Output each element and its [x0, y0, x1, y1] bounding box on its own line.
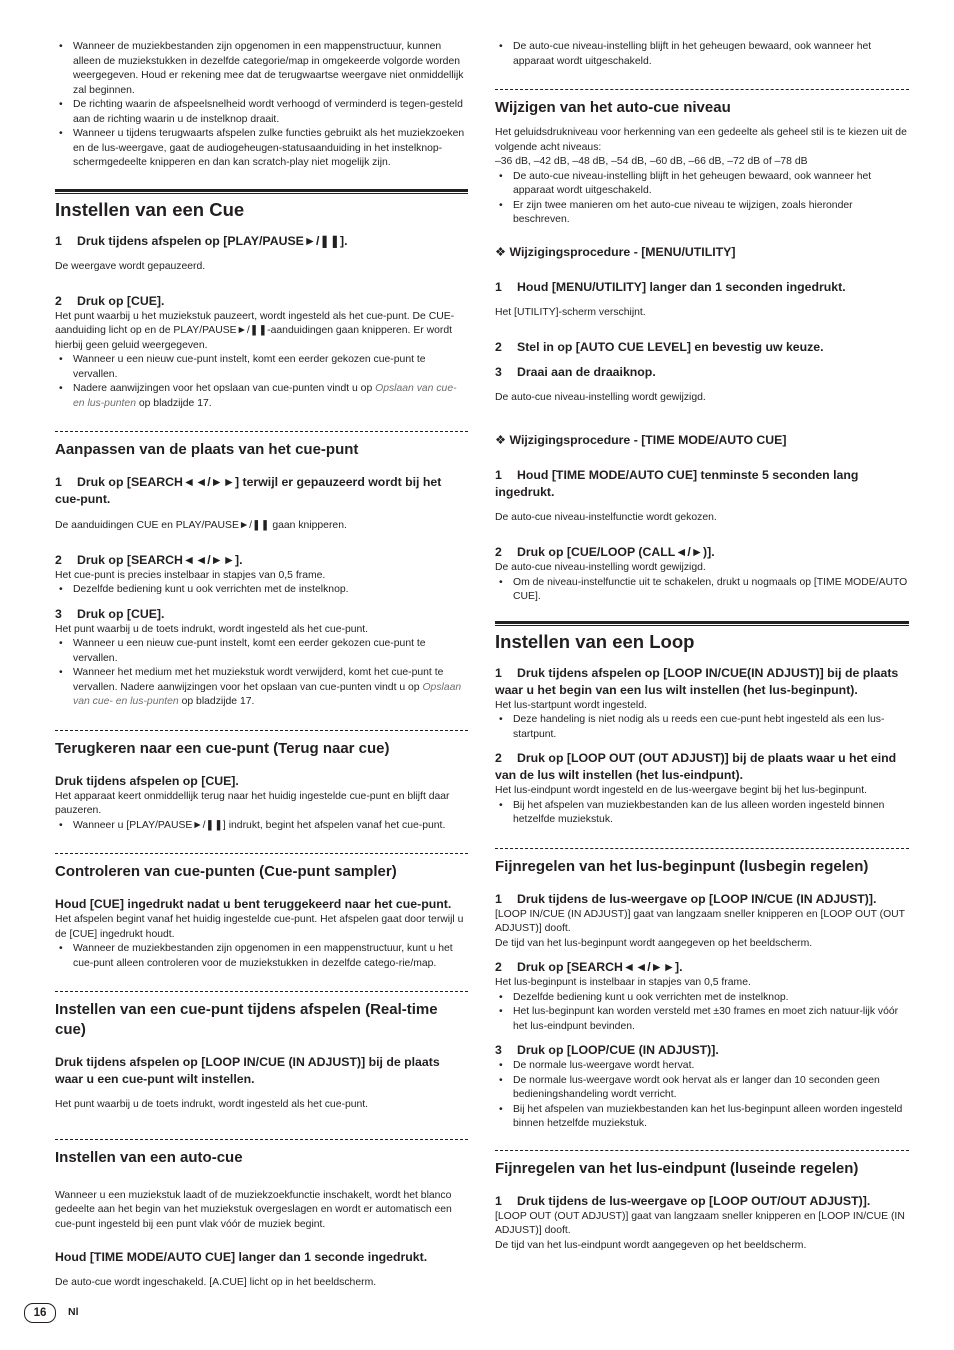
step-description: [LOOP OUT (OUT ADJUST)] gaat van langzaam sneller knipperen en [LOOP IN/CUE (IN ADJUST)] dooft. [495, 1210, 905, 1237]
subsection-title: Instellen van een auto-cue [55, 1149, 243, 1167]
diamond-bullet-icon: ❖ [495, 433, 507, 448]
step-heading: 2 Druk op [LOOP OUT (OUT ADJUST)] bij de plaats waar u het eind van de lus wilt instellen (het lus-eindpunt). [495, 751, 897, 783]
subsection-title: Aanpassen van de plaats van het cue-punt [55, 441, 359, 459]
step-heading: Houd [CUE] ingedrukt nadat u bent teruggekeerd naar het cue-punt. [55, 897, 452, 912]
step-heading: Houd [TIME MODE/AUTO CUE] langer dan 1 seconde ingedrukt. [55, 1249, 428, 1264]
step-description: De auto-cue niveau-instelfunctie wordt gekozen. [495, 512, 717, 524]
step-heading: 1 Druk op [SEARCH◄◄/►►] terwijl er gepauzeerd wordt bij het cue-punt. [55, 475, 442, 507]
step-heading: 1 Druk tijdens afspelen op [LOOP IN/CUE(IN ADJUST)] bij de plaats waar u het begin van een lus wilt instellen (het lus-beginpunt). [495, 665, 899, 697]
section-title: Instellen van een Cue [55, 198, 245, 220]
subsection-title: Controleren van cue-punten (Cue-punt sampler) [55, 863, 397, 881]
procedure-heading: ❖ Wijzigingsprocedure - [TIME MODE/AUTO CUE] [495, 433, 787, 448]
step-heading: 3 Druk op [CUE]. [55, 606, 165, 621]
step-description: De aanduidingen CUE en PLAY/PAUSE►/❚❚ gaan knipperen. [55, 519, 347, 531]
cross-reference-link[interactable]: Opslaan van cue- en lus-punten [73, 383, 457, 409]
list-item: • De richting waarin de afspeelsnelheid wordt verhoogd of verminderd is tegen-gesteld aan de richting waarin u de instelknop draait. [55, 98, 468, 127]
list-item: • Deze handeling is niet nodig als u reeds een cue-punt hebt ingesteld als een lus-startpunt. [495, 713, 909, 742]
right-column [495, 40, 909, 1253]
step-heading: 2 Druk op [SEARCH◄◄/►►]. [55, 552, 243, 567]
step-description: De auto-cue niveau-instelling wordt gewijzigd. [495, 562, 706, 574]
step-heading: 2 Druk op [CUE]. [55, 293, 165, 308]
step-heading: 2 Druk op [CUE/LOOP (CALL◄/►)]. [495, 545, 715, 560]
step-heading: 1 Druk tijdens afspelen op [PLAY/PAUSE►/❚❚]. [55, 233, 348, 248]
list-item: • Wanneer u [PLAY/PAUSE►/❚❚] indrukt, begint het afspelen vanaf het cue-punt. [55, 819, 468, 834]
subsection-title: Fijnregelen van het lus-eindpunt (luseinde regelen) [495, 1159, 859, 1177]
list-item: • Dezelfde bediening kunt u ook verrichten met de instelknop. [55, 583, 468, 598]
step-description: Het punt waarbij u de toets indrukt, wordt ingesteld als het cue-punt. [55, 623, 369, 635]
list-item: • De normale lus-weergave wordt ook hervat als er langer dan 10 seconden geen bedieningshandeling wordt verricht. [495, 1074, 909, 1103]
step-description: [LOOP IN/CUE (IN ADJUST)] gaat van langzaam sneller knipperen en [LOOP OUT (OUT ADJUST)] dooft. [495, 908, 905, 935]
subsection-title: Terugkeren naar een cue-punt (Terug naar cue) [55, 739, 390, 757]
list-item: • Het lus-beginpunt kan worden versteld met ±30 frames en moet zich natuur-lijk vóór het lus-eindpunt bevinden. [495, 1005, 909, 1034]
subsection-title: Fijnregelen van het lus-beginpunt (lusbegin regelen) [495, 857, 869, 875]
list-item: • Wanneer de muziekbestanden zijn opgenomen in een mappenstructuur, kunnen alleen de muziekstukken in dezelfde categorie/map in omgekeerde volgorde worden weergegeven. Houd er rekening mee dat de terugwaartse weergave niet onmiddellijk zal beginnen. [55, 40, 468, 98]
section-description: Het geluidsdrukniveau voor herkenning van een gedeelte als geheel stil is te kiezen uit de volgende acht niveaus: [495, 127, 907, 153]
cross-reference-link[interactable]: Opslaan van cue- en lus-punten [73, 681, 462, 708]
step-heading: Druk tijdens afspelen op [LOOP IN/CUE (IN ADJUST)] bij de plaats waar u een cue-punt wilt instellen. [55, 1055, 440, 1087]
step-description: Het [UTILITY]-scherm verschijnt. [495, 306, 646, 318]
step-description: Het punt waarbij u de toets indrukt, wordt ingesteld als het cue-punt. [55, 1099, 369, 1111]
diamond-bullet-icon: ❖ [495, 244, 507, 259]
subsection-title: Wijzigen van het auto-cue niveau [495, 99, 731, 116]
list-item: • De auto-cue niveau-instelling blijft in het geheugen bewaard, ook wanneer het apparaat wordt uitgeschakeld. [495, 170, 909, 199]
step-heading: 1 Houd [TIME MODE/AUTO CUE] tenminste 5 seconden lang ingedrukt. [495, 468, 859, 500]
step-heading: 3 Druk op [LOOP/CUE (IN ADJUST)]. [495, 1043, 719, 1058]
list-item: • Nadere aanwijzingen voor het opslaan van cue-punten vindt u op Opslaan van cue- en lus-punten op bladzijde 17. [55, 382, 468, 411]
list-item: • De normale lus-weergave wordt hervat. [495, 1059, 909, 1074]
step-description: De auto-cue niveau-instelling wordt gewijzigd. [495, 392, 706, 404]
section-title: Instellen van een Loop [495, 630, 695, 652]
step-heading: 1 Houd [MENU/UTILITY] langer dan 1 seconden ingedrukt. [495, 279, 846, 294]
list-item: • Er zijn twee manieren om het auto-cue niveau te wijzigen, zoals hieronder beschreven. [495, 199, 909, 228]
step-heading: Druk tijdens afspelen op [CUE]. [55, 773, 239, 788]
step-description: Het punt waarbij u het muziekstuk pauzeert, wordt ingesteld als het cue-punt. De CUE-aanduiding licht op en de PLAY/PAUSE►/❚❚-aanduidingen gaan knipperen. Er wordt hierbij geen geluid weergegeven. [55, 310, 455, 351]
list-item: • Wanneer de muziekbestanden zijn opgenomen in een mappenstructuur, kunt u het cue-punt alleen controleren voor de muziekstukken in dezelfde catego-rie/map. [55, 942, 468, 971]
list-item: • Om de niveau-instelfunctie uit te schakelen, drukt u nogmaals op [TIME MODE/AUTO CUE]. [495, 576, 909, 605]
step-description: Het afspelen begint vanaf het huidig ingestelde cue-punt. Het afspelen gaat door terwijl u de [CUE] ingedrukt houdt. [55, 914, 464, 940]
section-description: Wanneer u een muziekstuk laadt of de muziekzoekfunctie inschakelt, wordt het blanco gedeelte aan het begin van het muziekstuk overgeslagen en wordt er automatisch een cue-punt ingesteld bij een punt vlak vóór de muziek begint. [55, 1189, 452, 1230]
left-column [55, 40, 468, 1301]
subsection-title: Instellen van een cue-punt tijdens afspelen (Real-time cue) [55, 1001, 438, 1039]
list-item: • Wanneer u tijdens terugwaarts afspelen zulke functies gebruikt als het muziekzoeken en de lus-weergave, gaat de audiogeheugen-statusaanduiding in het instelknop-schermgedeelte knipperen en dan kan scratch-play niet mogelijk zijn. [55, 127, 468, 171]
step-heading: 1 Druk tijdens de lus-weergave op [LOOP IN/CUE (IN ADJUST)]. [495, 891, 877, 906]
list-item: • Bij het afspelen van muziekbestanden kan de lus alleen worden ingesteld binnen hetzelfde muziekstuk. [495, 799, 909, 828]
step-description: De tijd van het lus-beginpunt wordt aangegeven op het beeldscherm. [495, 937, 813, 949]
step-description: Het lus-startpunt wordt ingesteld. [495, 699, 647, 711]
list-item: • Bij het afspelen van muziekbestanden kan het lus-beginpunt alleen worden ingesteld binnen hetzelfde muziekstuk. [495, 1103, 909, 1132]
intro-section [55, 40, 468, 171]
list-item: • Wanneer u een nieuw cue-punt instelt, komt een eerder gekozen cue-punt te vervallen. [55, 637, 468, 666]
step-description: De auto-cue wordt ingeschakeld. [A.CUE] licht op in het beeldscherm. [55, 1277, 377, 1289]
list-item: • De auto-cue niveau-instelling blijft in het geheugen bewaard, ook wanneer het apparaat wordt uitgeschakeld. [495, 40, 909, 69]
step-heading: 2 Stel in op [AUTO CUE LEVEL] en bevestig uw keuze. [495, 339, 824, 354]
step-description: Het lus-beginpunt is instelbaar in stapjes van 0,5 frame. [495, 977, 751, 989]
step-heading: 2 Druk op [SEARCH◄◄/►►]. [495, 960, 683, 975]
list-item: • Dezelfde bediening kunt u ook verrichten met de instelknop. [495, 991, 909, 1006]
procedure-heading: ❖ Wijzigingsprocedure - [MENU/UTILITY] [495, 244, 736, 259]
level-values: –36 dB, –42 dB, –48 dB, –54 dB, –60 dB, –66 dB, –72 dB of –78 dB [495, 156, 808, 167]
step-heading: 3 Draai aan de draaiknop. [495, 364, 656, 379]
step-description: Het apparaat keert onmiddellijk terug naar het huidig ingestelde cue-punt en blijft daar pauzeren. [55, 790, 450, 817]
step-heading: 1 Druk tijdens de lus-weergave op [LOOP OUT/OUT ADJUST)]. [495, 1193, 871, 1208]
step-description: Het lus-eindpunt wordt ingesteld en de lus-weergave begint bij het lus-beginpunt. [495, 785, 867, 797]
list-item: • Wanneer het medium met het muziekstuk wordt verwijderd, komt het cue-punt te vervallen. Nadere aanwijzingen voor het opslaan van cue-punten vindt u op Opslaan van cue- en lus-punten op bladzijde 17. [55, 666, 468, 710]
step-description: De weergave wordt gepauzeerd. [55, 260, 206, 272]
step-description: Het cue-punt is precies instelbaar in stapjes van 0,5 frame. [55, 569, 326, 581]
list-item: • Wanneer u een nieuw cue-punt instelt, komt een eerder gekozen cue-punt te vervallen. [55, 353, 468, 382]
language-code: Nl [68, 1306, 79, 1318]
page-number: 16 [24, 1303, 56, 1323]
step-description: De tijd van het lus-eindpunt wordt aangegeven op het beeldscherm. [495, 1239, 807, 1251]
